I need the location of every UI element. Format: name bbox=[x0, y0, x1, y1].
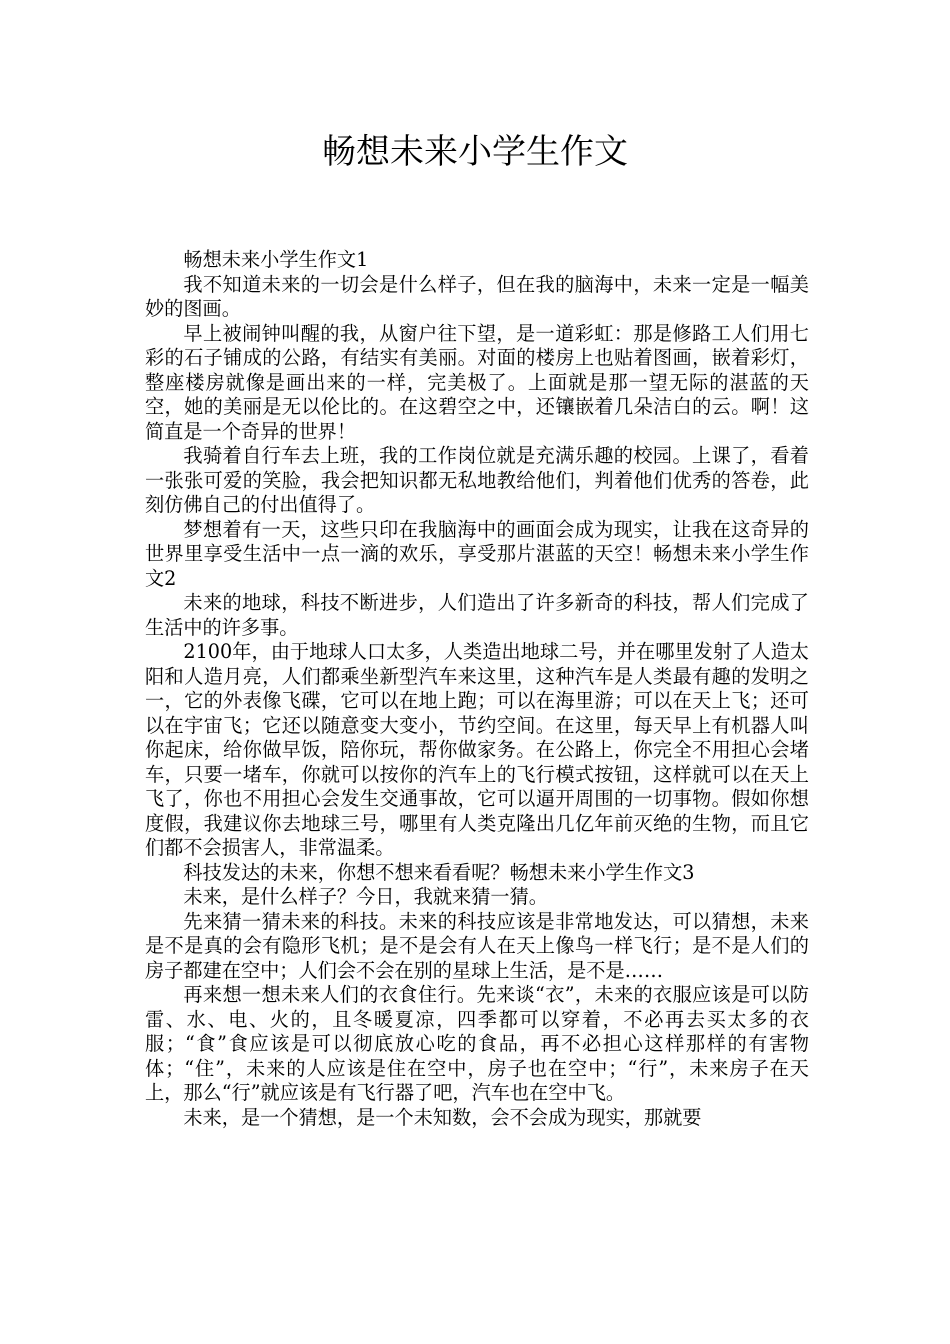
document-body bbox=[145, 248, 809, 1130]
paragraph: 未来的地球，科技不断进步，人们造出了许多新奇的科技，帮人们完成了生活中的许多事。 bbox=[145, 591, 809, 639]
paragraph: 未来，是一个猜想，是一个未知数，会不会成为现实，那就要 bbox=[183, 1105, 702, 1129]
paragraph: 梦想着有一天，这些只印在我脑海中的画面会成为现实，让我在这奇异的世界里享受生活中一点一滴的欢乐，享受那片湛蓝的天空！畅想未来小学生作文2 bbox=[145, 517, 809, 590]
paragraph: 科技发达的未来，你想不想来看看呢？畅想未来小学生作文3 bbox=[183, 860, 695, 884]
paragraph: 我不知道未来的一切会是什么样子，但在我的脑海中，未来一定是一幅美妙的图画。 bbox=[145, 272, 809, 320]
paragraph: 早上被闹钟叫醒的我，从窗户往下望，是一道彩虹：那是修路工人们用七彩的石子铺成的公路，有结实有美丽。对面的楼房上也贴着图画，嵌着彩灯，整座楼房就像是画出来的一样，完美极了。上面就是那一望无际的湛蓝的天空，她的美丽是无以伦比的。在这碧空之中，还镶嵌着几朵洁白的云。啊！这简直是一个奇异的世界！ bbox=[145, 321, 809, 443]
paragraph: 未来，是什么样子？今日，我就来猜一猜。 bbox=[183, 885, 548, 908]
section-heading-1: 畅想未来小学生作文1 bbox=[183, 248, 369, 271]
paragraph: 再来想一想未来人们的衣食住行。先来谈“衣”，未来的衣服应该是可以防雷、水、电、火的，且冬暖夏凉，四季都可以穿着，不必再去买太多的衣服；“食”食应该是可以彻底放心吃的食品，再不必担心这样那样的有害物体；“住”，未来的人应该是住在空中，房子也在空中；“行”，未来房子在天上，那么“行”就应该是有飞行器了吧，汽车也在空中飞。 bbox=[145, 983, 809, 1104]
paragraph: 2100年，由于地球人口太多，人类造出地球二号，并在哪里发射了人造太阳和人造月亮，人们都乘坐新型汽车来这里，这种汽车是人类最有趣的发明之一，它的外表像飞碟，它可以在地上跑；可以在海里游；可以在天上飞；还可以在宇宙飞；它还以随意变大变小，节约空间。在这里，每天早上有机器人叫你起床，给你做早饭，陪你玩，帮你做家务。在公路上，你完全不用担心会堵车，只要一堵车，你就可以按你的汽车上的飞行模式按钮，这样就可以在天上飞了，你也不用担心会发生交通事故，它可以逼开周围的一切事物。假如你想度假，我建议你去地球三号，哪里有人类克隆出几亿年前灭绝的生物，而且它们都不会损害人，非常温柔。 bbox=[145, 640, 809, 859]
paragraph: 先来猜一猜未来的科技。未来的科技应该是非常地发达，可以猜想，未来是不是真的会有隐形飞机；是不是会有人在天上像鸟一样飞行；是不是人们的房子都建在空中；人们会不会在别的星球上生活，是不是…… bbox=[145, 909, 809, 982]
paragraph: 我骑着自行车去上班，我的工作岗位就是充满乐趣的校园。上课了，看着一张张可爱的笑脸，我会把知识都无私地教给他们，判着他们优秀的答卷，此刻仿佛自己的付出值得了。 bbox=[145, 444, 809, 516]
document-title: 畅想未来小学生作文 bbox=[322, 132, 628, 172]
